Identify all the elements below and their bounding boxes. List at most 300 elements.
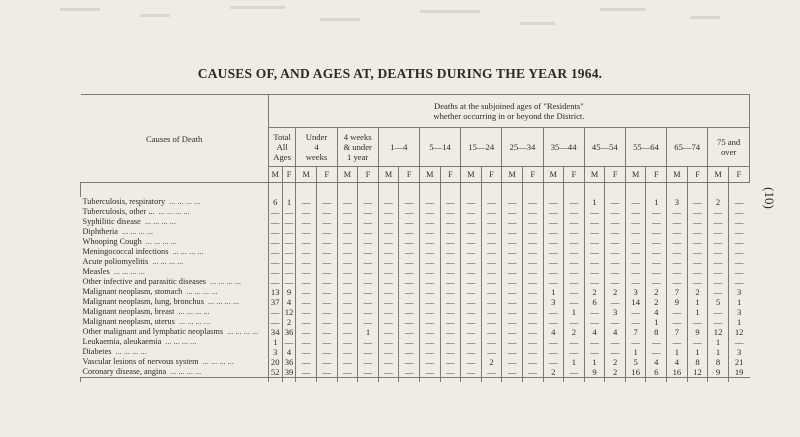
value-cell: 1 xyxy=(584,197,605,207)
age-group-header xyxy=(268,128,296,167)
value-cell: — xyxy=(296,207,317,217)
value-cell: — xyxy=(440,337,461,347)
value-cell: — xyxy=(522,267,543,277)
value-cell: — xyxy=(502,367,523,378)
value-cell: 2 xyxy=(646,287,667,297)
value-cell: — xyxy=(316,337,337,347)
value-cell: — xyxy=(543,257,564,267)
value-cell: 36 xyxy=(282,327,296,337)
value-cell: — xyxy=(399,337,420,347)
table-row xyxy=(81,277,750,287)
value-cell: — xyxy=(502,237,523,247)
value-cell: — xyxy=(440,207,461,217)
value-cell: — xyxy=(268,237,282,247)
cause-label: Tuberculosis, respiratory xyxy=(82,197,166,206)
value-cell: — xyxy=(605,337,626,347)
value-cell: — xyxy=(268,257,282,267)
value-cell: — xyxy=(378,227,399,237)
value-cell: — xyxy=(728,227,749,237)
value-cell: — xyxy=(419,267,440,277)
value-cell: — xyxy=(282,277,296,287)
value-cell: — xyxy=(358,347,379,357)
value-cell: — xyxy=(399,257,420,267)
age-group-label-line: 1 year xyxy=(347,152,369,162)
value-cell: — xyxy=(419,257,440,267)
value-cell: 1 xyxy=(646,317,667,327)
value-cell: — xyxy=(708,267,729,277)
cause-label: Syphilitic disease xyxy=(82,217,141,226)
value-cell: — xyxy=(461,337,482,347)
value-cell: — xyxy=(522,257,543,267)
value-cell: — xyxy=(358,217,379,227)
cause-cell xyxy=(81,367,269,378)
leader-dots: ... ... ... ... xyxy=(186,287,218,296)
value-cell: 1 xyxy=(646,197,667,207)
value-cell: — xyxy=(543,197,564,207)
cause-label: Meningococcal infections xyxy=(82,247,169,256)
value-cell: — xyxy=(564,297,585,307)
value-cell: — xyxy=(543,267,564,277)
value-cell: — xyxy=(316,267,337,277)
cause-label: Acute poliomyelitis xyxy=(82,257,149,266)
value-cell: — xyxy=(667,317,688,327)
value-cell: — xyxy=(564,247,585,257)
table-row xyxy=(81,227,750,237)
value-cell: — xyxy=(584,267,605,277)
value-cell: — xyxy=(667,307,688,317)
spacer-cell xyxy=(543,183,564,198)
table-row xyxy=(81,217,750,227)
value-cell: — xyxy=(296,287,317,297)
value-cell: — xyxy=(584,307,605,317)
cause-label: Malignant neoplasm, breast xyxy=(82,307,175,316)
value-cell: — xyxy=(461,347,482,357)
value-cell: — xyxy=(481,327,502,337)
trailing-cell xyxy=(667,378,688,383)
value-cell: — xyxy=(461,257,482,267)
value-cell: — xyxy=(440,327,461,337)
value-cell: — xyxy=(296,217,317,227)
value-cell: — xyxy=(687,317,708,327)
table-row xyxy=(81,237,750,247)
value-cell: — xyxy=(378,277,399,287)
value-cell: — xyxy=(296,337,317,347)
value-cell: — xyxy=(502,317,523,327)
value-cell: — xyxy=(399,237,420,247)
value-cell: — xyxy=(440,197,461,207)
value-cell: 1 xyxy=(728,317,749,327)
male-header: M xyxy=(708,167,729,183)
value-cell: — xyxy=(316,257,337,267)
value-cell: — xyxy=(481,337,502,347)
value-cell: — xyxy=(481,307,502,317)
value-cell: — xyxy=(728,267,749,277)
value-cell: — xyxy=(419,327,440,337)
value-cell: — xyxy=(440,257,461,267)
value-cell: 16 xyxy=(625,367,646,378)
value-cell: 52 xyxy=(268,367,282,378)
value-cell: 1 xyxy=(625,347,646,357)
value-cell: — xyxy=(481,257,502,267)
value-cell: — xyxy=(584,247,605,257)
value-cell: — xyxy=(646,217,667,227)
value-cell: — xyxy=(268,217,282,227)
value-cell: 1 xyxy=(268,337,282,347)
value-cell: 7 xyxy=(625,327,646,337)
age-group-label-line: 4 weeks xyxy=(343,132,372,142)
value-cell: 1 xyxy=(543,287,564,297)
age-group-header xyxy=(584,128,625,167)
page-number: (10) xyxy=(761,187,777,209)
value-cell: 2 xyxy=(481,357,502,367)
trailing-cell xyxy=(440,378,461,383)
value-cell: — xyxy=(316,227,337,237)
leader-dots: ... ... ... ... xyxy=(178,317,211,326)
value-cell: — xyxy=(358,227,379,237)
value-cell: — xyxy=(728,337,749,347)
value-cell: — xyxy=(481,197,502,207)
value-cell: 13 xyxy=(268,287,282,297)
value-cell: — xyxy=(646,237,667,247)
male-header: M xyxy=(378,167,399,183)
value-cell: — xyxy=(282,337,296,347)
age-group-header xyxy=(378,128,419,167)
value-cell: — xyxy=(728,207,749,217)
value-cell: — xyxy=(522,357,543,367)
value-cell: — xyxy=(296,247,317,257)
value-cell: — xyxy=(296,277,317,287)
value-cell: 1 xyxy=(667,347,688,357)
cause-label: Vascular lesions of nervous system xyxy=(82,357,199,366)
value-cell: — xyxy=(625,207,646,217)
female-header: F xyxy=(316,167,337,183)
trailing-cell xyxy=(268,378,282,383)
value-cell: — xyxy=(708,307,729,317)
value-cell: — xyxy=(296,317,317,327)
value-cell: 9 xyxy=(584,367,605,378)
value-cell: — xyxy=(358,207,379,217)
spacer-cell xyxy=(461,183,482,198)
page-title: CAUSES OF, AND AGES AT, DEATHS DURING THE YEAR 1964. xyxy=(197,66,603,81)
group-header-line-2: whether occurring in or beyond the District. xyxy=(433,111,585,121)
leader-dots: ... ... ... ... xyxy=(169,197,201,206)
value-cell: — xyxy=(646,347,667,357)
male-header: M xyxy=(337,167,358,183)
value-cell: — xyxy=(625,217,646,227)
value-cell: 1 xyxy=(358,327,379,337)
group-header-line-1: Deaths at the subjoined ages of "Residents" xyxy=(434,101,584,111)
value-cell: 19 xyxy=(728,367,749,378)
value-cell: 7 xyxy=(667,287,688,297)
leader-dots: ... ... ... ... xyxy=(145,237,177,246)
value-cell: — xyxy=(461,287,482,297)
cause-label: Whooping Cough xyxy=(82,237,142,246)
value-cell: — xyxy=(646,207,667,217)
bleed-through-texture xyxy=(0,0,800,50)
value-cell: — xyxy=(522,367,543,378)
value-cell: — xyxy=(605,347,626,357)
value-cell: — xyxy=(522,297,543,307)
age-group-label-line: Total xyxy=(273,132,291,142)
value-cell: — xyxy=(728,217,749,227)
value-cell: 7 xyxy=(667,327,688,337)
value-cell: — xyxy=(667,217,688,227)
value-cell: 4 xyxy=(584,327,605,337)
male-header: M xyxy=(419,167,440,183)
value-cell: 12 xyxy=(282,307,296,317)
value-cell: 3 xyxy=(625,287,646,297)
value-cell: — xyxy=(378,297,399,307)
female-header: F xyxy=(481,167,502,183)
value-cell: — xyxy=(625,247,646,257)
table-row xyxy=(81,197,750,207)
value-cell: — xyxy=(282,267,296,277)
value-cell: — xyxy=(502,347,523,357)
age-group-label-line: 15—24 xyxy=(468,142,495,152)
value-cell: 9 xyxy=(708,367,729,378)
value-cell: — xyxy=(296,357,317,367)
value-cell: — xyxy=(440,357,461,367)
value-cell: — xyxy=(358,267,379,277)
female-header: F xyxy=(605,167,626,183)
value-cell: 3 xyxy=(728,287,749,297)
value-cell: — xyxy=(502,217,523,227)
value-cell: — xyxy=(399,277,420,287)
trailing-row xyxy=(81,378,750,383)
value-cell: — xyxy=(419,367,440,378)
value-cell: — xyxy=(687,257,708,267)
value-cell: 6 xyxy=(268,197,282,207)
value-cell: — xyxy=(358,337,379,347)
age-group-label-line: 5—14 xyxy=(429,142,451,152)
age-group-label-line: 45—54 xyxy=(591,142,618,152)
value-cell: 2 xyxy=(687,287,708,297)
value-cell: 37 xyxy=(268,297,282,307)
value-cell: 8 xyxy=(687,357,708,367)
value-cell: — xyxy=(316,217,337,227)
male-header: M xyxy=(502,167,523,183)
table-row xyxy=(81,307,750,317)
spacer-cell xyxy=(646,183,667,198)
value-cell: — xyxy=(728,197,749,207)
value-cell: — xyxy=(337,297,358,307)
table-row xyxy=(81,347,750,357)
trailing-cell xyxy=(481,378,502,383)
value-cell: 9 xyxy=(667,297,688,307)
value-cell: — xyxy=(378,287,399,297)
cause-cell xyxy=(81,327,269,337)
value-cell: — xyxy=(667,337,688,347)
value-cell: — xyxy=(461,247,482,257)
value-cell: 4 xyxy=(605,327,626,337)
age-group-header xyxy=(296,128,337,167)
value-cell: 8 xyxy=(646,327,667,337)
value-cell: — xyxy=(282,217,296,227)
cause-cell xyxy=(81,267,269,277)
table-row xyxy=(81,257,750,267)
value-cell: — xyxy=(687,237,708,247)
value-cell: 34 xyxy=(268,327,282,337)
value-cell: — xyxy=(584,317,605,327)
value-cell: — xyxy=(419,307,440,317)
value-cell: — xyxy=(605,277,626,287)
value-cell: 2 xyxy=(646,297,667,307)
value-cell: — xyxy=(337,347,358,357)
value-cell: — xyxy=(481,217,502,227)
value-cell: — xyxy=(337,247,358,257)
value-cell: — xyxy=(316,297,337,307)
trailing-cell xyxy=(522,378,543,383)
value-cell: 1 xyxy=(728,297,749,307)
value-cell: — xyxy=(419,247,440,257)
value-cell: — xyxy=(378,307,399,317)
value-cell: — xyxy=(522,307,543,317)
value-cell: — xyxy=(399,347,420,357)
value-cell: — xyxy=(481,287,502,297)
value-cell: — xyxy=(646,257,667,267)
value-cell: — xyxy=(419,297,440,307)
spacer-cell xyxy=(316,183,337,198)
age-group-label-line: 75 and xyxy=(717,137,741,147)
value-cell: 1 xyxy=(564,307,585,317)
value-cell: 12 xyxy=(687,367,708,378)
female-header: F xyxy=(440,167,461,183)
value-cell: — xyxy=(708,287,729,297)
value-cell: — xyxy=(440,347,461,357)
value-cell: 5 xyxy=(708,297,729,307)
age-group-label-line: & under xyxy=(343,142,372,152)
value-cell: 4 xyxy=(646,307,667,317)
cause-cell xyxy=(81,357,269,367)
value-cell: — xyxy=(564,217,585,227)
value-cell: — xyxy=(461,327,482,337)
value-cell: — xyxy=(564,367,585,378)
value-cell: — xyxy=(522,247,543,257)
value-cell: — xyxy=(378,337,399,347)
value-cell: — xyxy=(419,207,440,217)
value-cell: — xyxy=(399,367,420,378)
value-cell: — xyxy=(543,337,564,347)
value-cell: — xyxy=(358,247,379,257)
value-cell: 16 xyxy=(667,367,688,378)
value-cell: — xyxy=(337,237,358,247)
value-cell: — xyxy=(296,327,317,337)
cause-cell xyxy=(81,247,269,257)
value-cell: — xyxy=(316,317,337,327)
leader-dots: ... ... ... ... xyxy=(209,277,242,286)
value-cell: — xyxy=(708,317,729,327)
value-cell: — xyxy=(502,287,523,297)
value-cell: 1 xyxy=(687,347,708,357)
male-header: M xyxy=(461,167,482,183)
value-cell: — xyxy=(584,257,605,267)
trailing-cell xyxy=(708,378,729,383)
trailing-cell xyxy=(584,378,605,383)
value-cell: — xyxy=(268,227,282,237)
value-cell: — xyxy=(316,197,337,207)
value-cell: — xyxy=(419,287,440,297)
value-cell: — xyxy=(378,207,399,217)
value-cell: 4 xyxy=(282,347,296,357)
spacer-cell xyxy=(378,183,399,198)
cause-label: Diabetes xyxy=(82,347,112,356)
value-cell: — xyxy=(708,257,729,267)
table-row xyxy=(81,207,750,217)
value-cell: — xyxy=(419,227,440,237)
cause-label: Other malignant and lymphatic neoplasms xyxy=(82,327,224,336)
value-cell: — xyxy=(399,197,420,207)
leader-dots: ... ... ... ... xyxy=(113,267,145,276)
value-cell: — xyxy=(502,197,523,207)
table-row xyxy=(81,317,750,327)
value-cell: — xyxy=(625,197,646,207)
leader-dots: ... ... ... ... xyxy=(152,257,184,266)
value-cell: — xyxy=(502,207,523,217)
value-cell: — xyxy=(605,267,626,277)
cause-label: Malignant neoplasm, uterus xyxy=(82,317,175,326)
value-cell: — xyxy=(358,307,379,317)
table-row xyxy=(81,367,750,378)
value-cell: — xyxy=(282,257,296,267)
value-cell: — xyxy=(584,347,605,357)
value-cell: — xyxy=(378,367,399,378)
value-cell: — xyxy=(543,307,564,317)
age-group-header xyxy=(337,128,378,167)
value-cell: — xyxy=(378,347,399,357)
trailing-cell xyxy=(296,378,317,383)
value-cell: — xyxy=(268,247,282,257)
value-cell: — xyxy=(419,197,440,207)
value-cell: — xyxy=(440,217,461,227)
value-cell: — xyxy=(399,327,420,337)
value-cell: — xyxy=(358,287,379,297)
value-cell: — xyxy=(481,267,502,277)
value-cell: — xyxy=(564,207,585,217)
value-cell: — xyxy=(268,277,282,287)
causes-of-death-header: Causes of Death xyxy=(81,95,269,183)
value-cell: 3 xyxy=(728,347,749,357)
value-cell: — xyxy=(282,247,296,257)
value-cell: — xyxy=(378,217,399,227)
value-cell: 1 xyxy=(584,357,605,367)
value-cell: — xyxy=(708,277,729,287)
value-cell: — xyxy=(481,207,502,217)
value-cell: — xyxy=(646,337,667,347)
value-cell: — xyxy=(358,277,379,287)
value-cell: — xyxy=(708,217,729,227)
value-cell: — xyxy=(461,277,482,287)
value-cell: — xyxy=(502,257,523,267)
cause-label: Measles xyxy=(82,267,110,276)
value-cell: — xyxy=(378,327,399,337)
value-cell: — xyxy=(461,217,482,227)
value-cell: — xyxy=(625,277,646,287)
value-cell: — xyxy=(667,257,688,267)
value-cell: — xyxy=(667,207,688,217)
value-cell: — xyxy=(646,227,667,237)
female-header: F xyxy=(522,167,543,183)
value-cell: — xyxy=(687,267,708,277)
value-cell: — xyxy=(564,287,585,297)
value-cell: — xyxy=(440,237,461,247)
value-cell: — xyxy=(481,227,502,237)
value-cell: — xyxy=(337,367,358,378)
value-cell: — xyxy=(337,287,358,297)
female-header: F xyxy=(687,167,708,183)
value-cell: — xyxy=(522,327,543,337)
value-cell: — xyxy=(687,337,708,347)
age-group-label-line: 25—34 xyxy=(509,142,536,152)
